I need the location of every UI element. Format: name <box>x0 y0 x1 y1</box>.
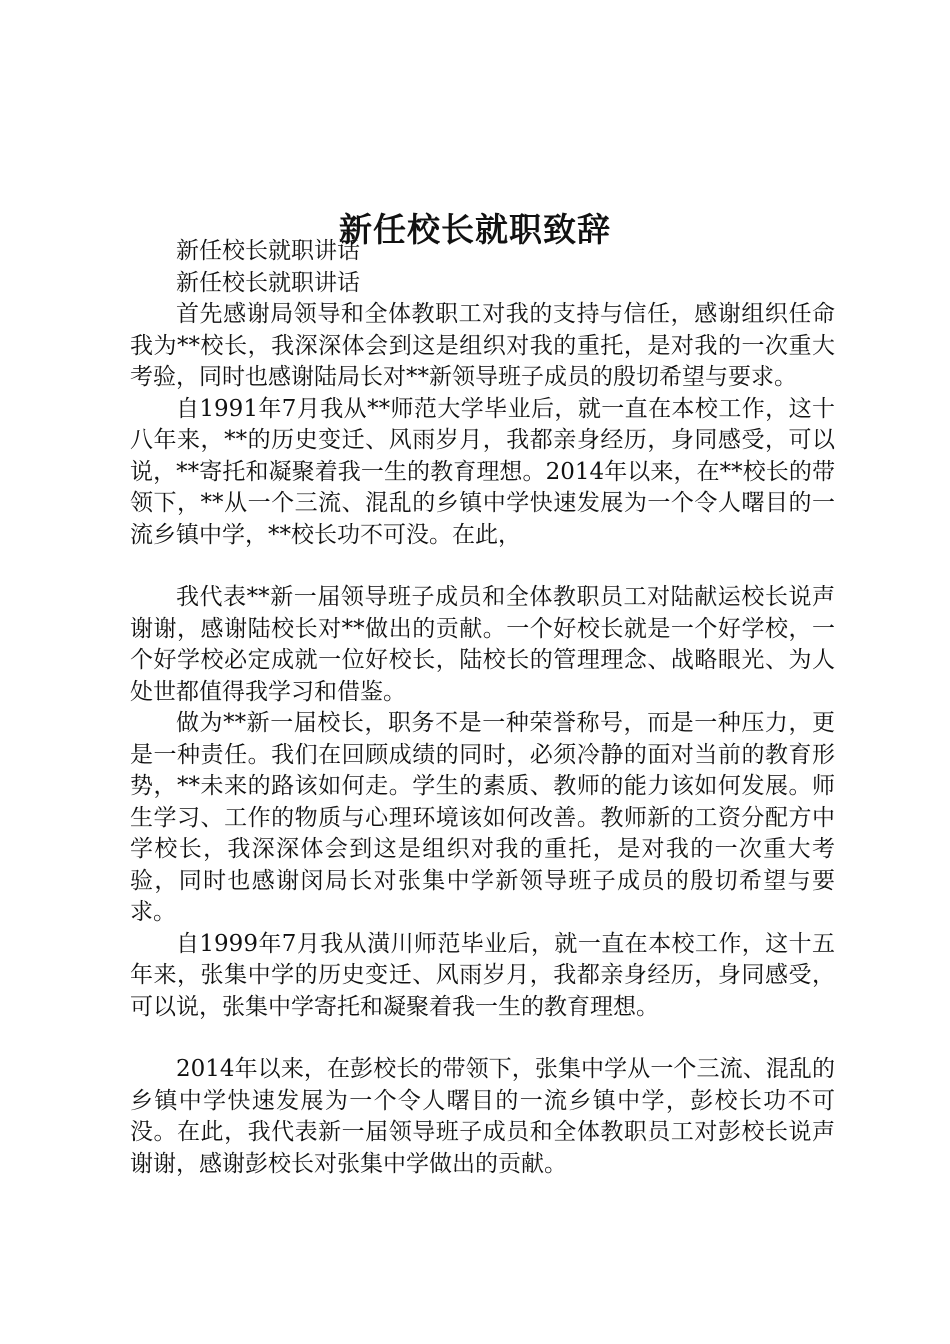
body-paragraph: 自1991年7月我从**师范大学毕业后，就一直在本校工作，这十八年来，**的历史变迁、风雨岁月，我都亲身经历，身同感受，可以说，**寄托和凝聚着我一生的教育理想。2014年以来，在**校长的带领下，**从一个三流、混乱的乡镇中学快速发展为一个令人曙目的一流乡镇中学，**校长功不可没。在此， <box>130 395 835 548</box>
body-paragraph: 做为**新一届校长，职务不是一种荣誉称号，而是一种压力，更是一种责任。我们在回顾成绩的同时，必须冷静的面对当前的教育形势，**未来的路该如何走。学生的素质、教师的能力该如何发展。师生学习、工作的物质与心理环境该如何改善。教师新的工资分配方中学校长，我深深体会到这是组织对我的重托，是对我的一次重大考验，同时也感谢闵局长对张集中学新领导班子成员的殷切希望与要求。 <box>130 710 835 925</box>
body-paragraph: 自1999年7月我从潢川师范毕业后，就一直在本校工作，这十五年来，张集中学的历史变迁、风雨岁月，我都亲身经历，身同感受，可以说，张集中学寄托和凝聚着我一生的教育理想。 <box>130 930 835 1020</box>
subtitle-paragraph: 新任校长就职讲话 <box>176 238 360 264</box>
subtitle-paragraph: 新任校长就职讲话 <box>176 269 360 296</box>
document-title: 新任校长就职致辞 <box>339 210 611 250</box>
body-paragraph: 首先感谢局领导和全体教职工对我的支持与信任，感谢组织任命我为**校长，我深深体会到这是组织对我的重托，是对我的一次重大考验，同时也感谢陆局长对**新领导班子成员的殷切希望与要求。 <box>130 301 835 390</box>
body-paragraph: 2014年以来，在彭校长的带领下，张集中学从一个三流、混乱的乡镇中学快速发展为一个令人曙目的一流乡镇中学，彭校长功不可没。在此，我代表新一届领导班子成员和全体教职员工对彭校长说声谢谢，感谢彭校长对张集中学做出的贡献。 <box>130 1056 835 1177</box>
document-body <box>130 236 835 1180</box>
body-paragraph: 我代表**新一届领导班子成员和全体教职员工对陆献运校长说声谢谢，感谢陆校长对**做出的贡献。一个好校长就是一个好学校，一个好学校必定成就一位好校长，陆校长的管理理念、战略眼光、为人处世都值得我学习和借鉴。 <box>130 584 835 705</box>
